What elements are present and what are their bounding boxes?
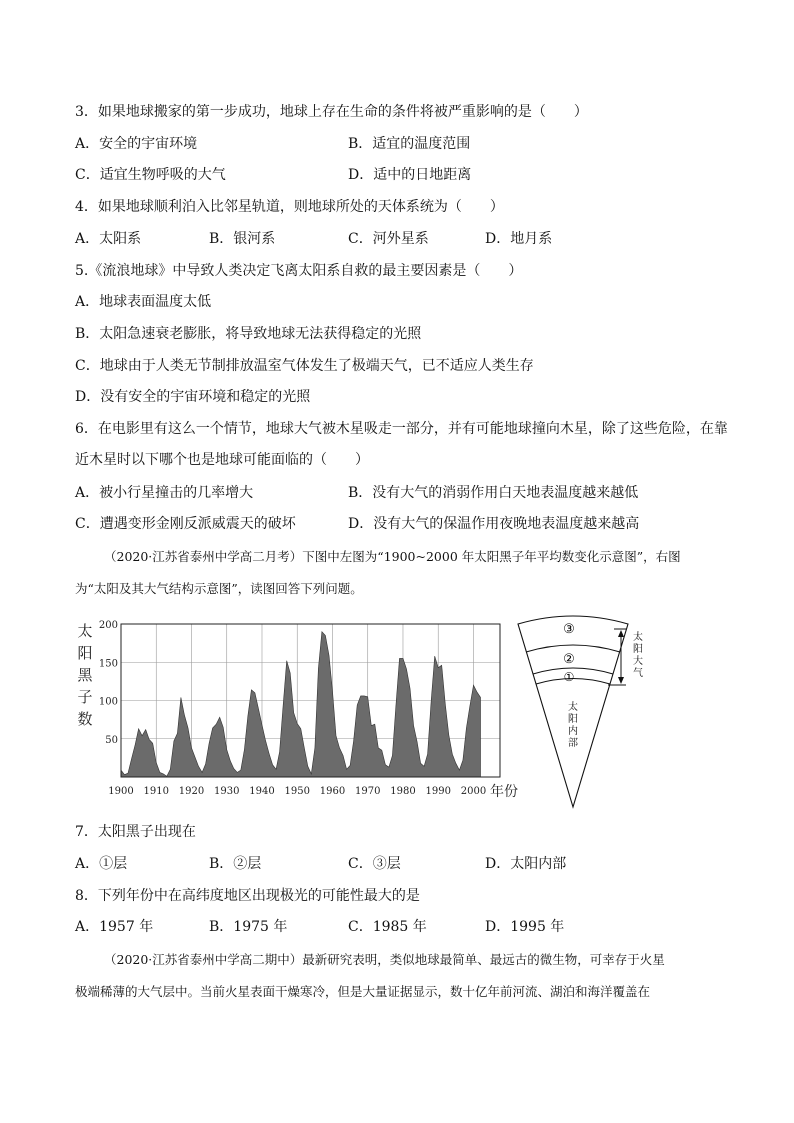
x-tick-label: 1920 <box>178 786 205 797</box>
diagram-label-char: 阳 <box>633 644 643 655</box>
x-tick-label: 2000 <box>460 786 487 797</box>
question-5-option-c: C．地球由于人类无节制排放温室气体发生了极端天气，已不适应人类生存 <box>75 358 534 374</box>
question-3-option-b: B．适宜的温度范围 <box>348 136 471 152</box>
question-8-option-c: C．1985 年 <box>348 919 427 935</box>
diagram-label-char: 气 <box>633 668 643 679</box>
intro-2-line-1: （2020·江苏省泰州中学高二期中）最新研究表明，类似地球最简单、最远古的微生物，可幸存于火星 <box>104 952 665 967</box>
x-tick-label: 1990 <box>425 786 451 797</box>
question-4-option-d: D．地月系 <box>485 231 553 247</box>
question-8-option-a: A．1957 年 <box>75 919 154 935</box>
question-8-option-d: D．1995 年 <box>485 919 565 935</box>
question-5-stem: 5.《流浪地球》中导致人类决定飞离太阳系自救的最主要因素是（ ） <box>75 263 523 279</box>
sun-structure-diagram <box>516 612 666 812</box>
question-3-option-d: D．适中的日地距离 <box>348 167 472 183</box>
y-tick-labels <box>99 620 118 746</box>
question-6-option-b: B．没有大气的消弱作用白天地表温度越来越低 <box>348 485 639 501</box>
question-7-option-a: A．①层 <box>75 856 128 872</box>
y-axis-label-char: 阳 <box>77 644 93 662</box>
y-axis-label-char: 太 <box>77 622 93 640</box>
question-7-option-b: B．②层 <box>209 856 262 872</box>
diagram-label-char: 阳 <box>568 714 578 725</box>
question-7-option-c: C．③层 <box>348 856 401 872</box>
arrow-head-down-icon <box>618 677 624 684</box>
question-3-option-a: A．安全的宇宙环境 <box>75 136 198 152</box>
intro-1-line-2: 为“太阳及其大气结构示意图”，读图回答下列问题。 <box>75 581 363 596</box>
y-axis-label <box>77 622 93 728</box>
sunspot-area <box>121 632 481 777</box>
sun-interior-label <box>568 700 578 749</box>
layer-2-label: ② <box>563 652 575 667</box>
question-5-option-d: D．没有安全的宇宙环境和稳定的光照 <box>75 389 311 405</box>
diagram-label-char: 大 <box>633 656 643 667</box>
diagram-label-char: 太 <box>633 632 643 643</box>
question-6-option-c: C．遭遇变形金刚反派威震天的破坏 <box>75 516 296 532</box>
x-tick-label: 1980 <box>390 786 416 797</box>
intro-2-line-2: 极端稀薄的大气层中。当前火星表面干燥寒冷，但是大量证据显示，数十亿年前河流、湖泊和海洋覆盖在 <box>75 984 651 999</box>
x-tick-label: 1940 <box>249 786 275 797</box>
y-tick-label: 200 <box>98 620 118 631</box>
question-6-stem-line-1: 6．在电影里有这么一个情节，地球大气被木星吸走一部分，并有可能地球撞向木星，除了这些危险，在靠 <box>75 421 728 437</box>
sunspot-chart <box>70 612 520 808</box>
x-tick-label: 1900 <box>108 786 134 797</box>
question-3-option-c: C．适宜生物呼吸的大气 <box>75 167 226 183</box>
intro-1-line-1: （2020·江苏省泰州中学高二月考）下图中左图为“1900~2000 年太阳黑子年平均数变化示意图”，右图 <box>104 549 681 564</box>
diagram-label-char: 太 <box>568 702 578 713</box>
question-8-option-b: B．1975 年 <box>209 919 288 935</box>
question-8-stem: 8．下列年份中在高纬度地区出现极光的可能性最大的是 <box>75 888 420 904</box>
x-axis-label: 年份 <box>490 784 518 800</box>
y-tick-label: 50 <box>105 734 118 746</box>
x-tick-label: 1950 <box>284 786 310 797</box>
sun-atmosphere-label <box>633 630 643 679</box>
x-tick-label: 1910 <box>143 786 169 797</box>
question-6-option-d: D．没有大气的保温作用夜晚地表温度越来越高 <box>348 516 640 532</box>
y-axis-label-char: 黑 <box>77 666 93 684</box>
x-tick-labels <box>108 786 486 797</box>
question-4-option-c: C．河外星系 <box>348 231 429 247</box>
question-6-stem-line-2: 近木星时以下哪个也是地球可能面临的（ ） <box>75 452 369 468</box>
arrow-head-up-icon <box>618 630 624 637</box>
question-5-option-b: B．太阳急速衰老膨胀，将导致地球无法获得稳定的光照 <box>75 326 422 342</box>
x-tick-label: 1930 <box>214 786 240 797</box>
layer-boundary-3 <box>526 645 620 652</box>
question-5-option-a: A．地球表面温度太低 <box>75 294 212 310</box>
x-tick-label: 1970 <box>355 786 381 797</box>
question-3-stem: 3．如果地球搬家的第一步成功，地球上存在生命的条件将被严重影响的是（ ） <box>75 104 588 120</box>
y-axis-label-char: 数 <box>77 710 93 728</box>
question-4-option-b: B．银河系 <box>209 231 276 247</box>
diagram-label-char: 内 <box>568 726 578 737</box>
layer-3-label: ③ <box>563 622 575 637</box>
question-4-option-a: A．太阳系 <box>75 231 142 247</box>
y-tick-label: 150 <box>98 658 118 670</box>
question-6-option-a: A．被小行星撞击的几率增大 <box>75 485 254 501</box>
question-7-option-d: D．太阳内部 <box>485 856 567 872</box>
question-7-stem: 7．太阳黑子出现在 <box>75 824 196 840</box>
layer-1-label: ① <box>563 670 575 684</box>
question-4-stem: 4．如果地球顺利泊入比邻星轨道，则地球所处的天体系统为（ ） <box>75 199 504 215</box>
diagram-label-char: 部 <box>568 738 578 749</box>
x-tick-label: 1960 <box>319 786 346 797</box>
y-tick-label: 100 <box>98 696 118 708</box>
y-axis-label-char: 子 <box>77 688 93 706</box>
